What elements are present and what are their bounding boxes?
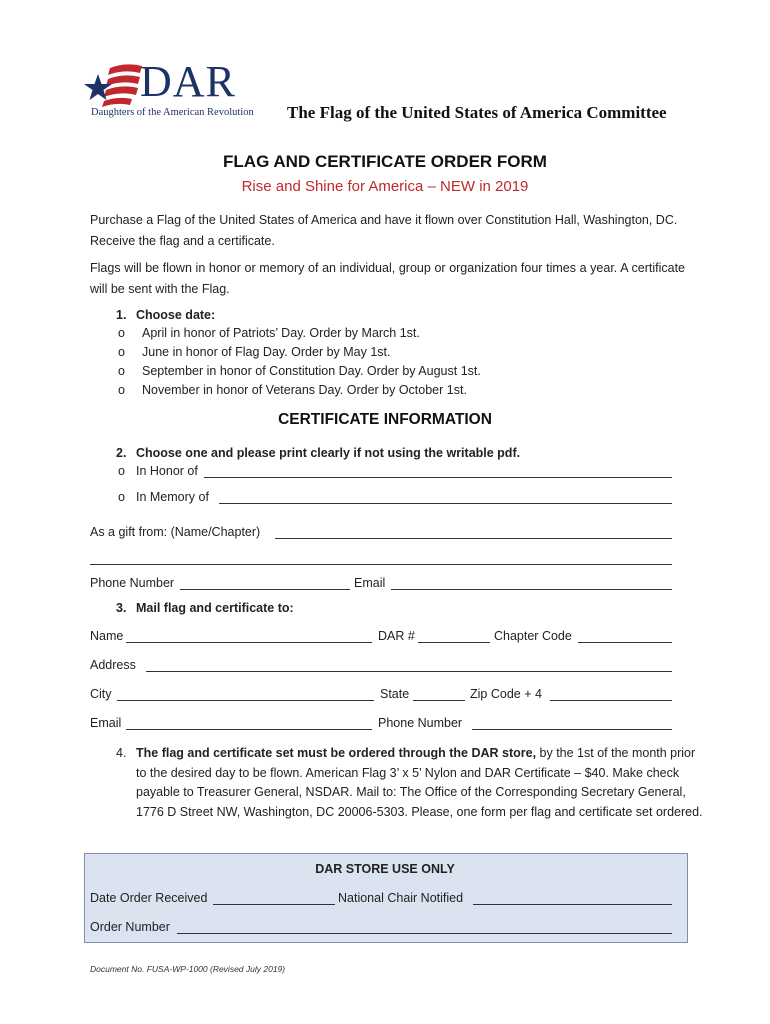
mail-name-label: Name bbox=[90, 629, 124, 643]
date-received-label: Date Order Received bbox=[90, 891, 208, 905]
date-option[interactable]: o April in honor of Patriots’ Day. Order by March 1st. bbox=[118, 326, 420, 340]
in-memory-label: In Memory of bbox=[136, 490, 209, 504]
dar-number-field[interactable] bbox=[418, 642, 490, 643]
step1-label: Choose date: bbox=[136, 308, 216, 322]
in-honor-label: In Honor of bbox=[136, 464, 198, 478]
step2-label: Choose one and please print clearly if not using the writable pdf. bbox=[136, 446, 521, 460]
gift-from-field-line2[interactable] bbox=[90, 564, 672, 565]
step4-number: 4. bbox=[116, 746, 127, 760]
chapter-code-field[interactable] bbox=[578, 642, 672, 643]
dar-number-label: DAR # bbox=[378, 629, 415, 643]
step3-label: Mail flag and certificate to: bbox=[136, 601, 294, 615]
city-label: City bbox=[90, 687, 112, 701]
chair-notified-label: National Chair Notified bbox=[338, 891, 464, 905]
mail-phone-label: Phone Number bbox=[378, 716, 463, 730]
certificate-heading: CERTIFICATE INFORMATION bbox=[278, 411, 492, 428]
date-option[interactable]: o June in honor of Flag Day. Order by May 1st. bbox=[118, 345, 391, 359]
dar-logo-flag-icon bbox=[84, 60, 144, 108]
chapter-code-label: Chapter Code bbox=[494, 629, 572, 643]
step2-number: 2. bbox=[116, 446, 127, 460]
date-option[interactable]: o November in honor of Veterans Day. Order by October 1st. bbox=[118, 383, 467, 397]
step4-paragraph: The flag and certificate set must be ordered through the DAR store, by the 1st of the month prior to the desired day to be flown. American Flag 3’ x 5’ Nylon and DAR Certificate – $40. Make check payable to Treasurer General, NSDAR. Mail to: The Office of the Corresponding Secretary General, 1776 D Street NW, Washington, DC 20006-5303. Please, one form per flag and certificate set ordered. bbox=[136, 746, 703, 819]
mail-email-field[interactable] bbox=[126, 729, 372, 730]
logo-wordmark: DAR bbox=[140, 57, 236, 106]
radio-circle-icon[interactable]: o bbox=[118, 490, 125, 504]
state-label: State bbox=[380, 687, 410, 701]
intro-paragraph-1: Purchase a Flag of the United States of America and have it flown over Constitution Hall, Washington, DC. Receive the flag and a certificate. bbox=[90, 213, 678, 248]
gift-from-label: As a gift from: (Name/Chapter) bbox=[90, 525, 261, 539]
address-field[interactable] bbox=[146, 671, 672, 672]
radio-circle-icon[interactable]: o bbox=[118, 364, 125, 378]
page-title: FLAG AND CERTIFICATE ORDER FORM bbox=[223, 152, 547, 171]
in-honor-field[interactable] bbox=[204, 477, 672, 478]
gift-from-field[interactable] bbox=[275, 538, 672, 539]
date-received-field[interactable] bbox=[213, 904, 335, 905]
radio-circle-icon[interactable]: o bbox=[118, 464, 125, 478]
order-number-field[interactable] bbox=[177, 933, 672, 934]
mail-phone-field[interactable] bbox=[472, 729, 672, 730]
address-label: Address bbox=[90, 658, 136, 672]
city-field[interactable] bbox=[117, 700, 374, 701]
step3-number: 3. bbox=[116, 601, 127, 615]
intro-paragraph-2: Flags will be flown in honor or memory of an individual, group or organization four times a year. A certificate will be sent with the Flag. bbox=[90, 261, 685, 296]
zip-field[interactable] bbox=[550, 700, 672, 701]
logo-subtitle: Daughters of the American Revolution bbox=[91, 107, 254, 118]
zip-label: Zip Code + 4 bbox=[470, 687, 542, 701]
order-number-label: Order Number bbox=[90, 920, 170, 934]
email-label: Email bbox=[354, 576, 386, 590]
committee-title: The Flag of the United States of America Committee bbox=[287, 103, 667, 122]
document-number: Document No. FUSA-WP-1000 (Revised July 2019) bbox=[90, 964, 286, 974]
radio-circle-icon[interactable]: o bbox=[118, 326, 125, 340]
date-option[interactable]: o September in honor of Constitution Day. Order by August 1st. bbox=[118, 364, 481, 378]
date-options-list bbox=[118, 324, 481, 400]
mail-name-field[interactable] bbox=[126, 642, 372, 643]
store-title: DAR STORE USE ONLY bbox=[315, 862, 455, 876]
radio-circle-icon[interactable]: o bbox=[118, 345, 125, 359]
step1-number: 1. bbox=[116, 308, 127, 322]
in-memory-field[interactable] bbox=[219, 503, 672, 504]
radio-circle-icon[interactable]: o bbox=[118, 383, 125, 397]
page-subtitle: Rise and Shine for America – NEW in 2019 bbox=[241, 178, 529, 195]
state-field[interactable] bbox=[413, 700, 465, 701]
chair-notified-field[interactable] bbox=[473, 904, 672, 905]
phone-number-label: Phone Number bbox=[90, 576, 175, 590]
mail-email-label: Email bbox=[90, 716, 122, 730]
email-field[interactable] bbox=[391, 589, 672, 590]
phone-number-field[interactable] bbox=[180, 589, 350, 590]
